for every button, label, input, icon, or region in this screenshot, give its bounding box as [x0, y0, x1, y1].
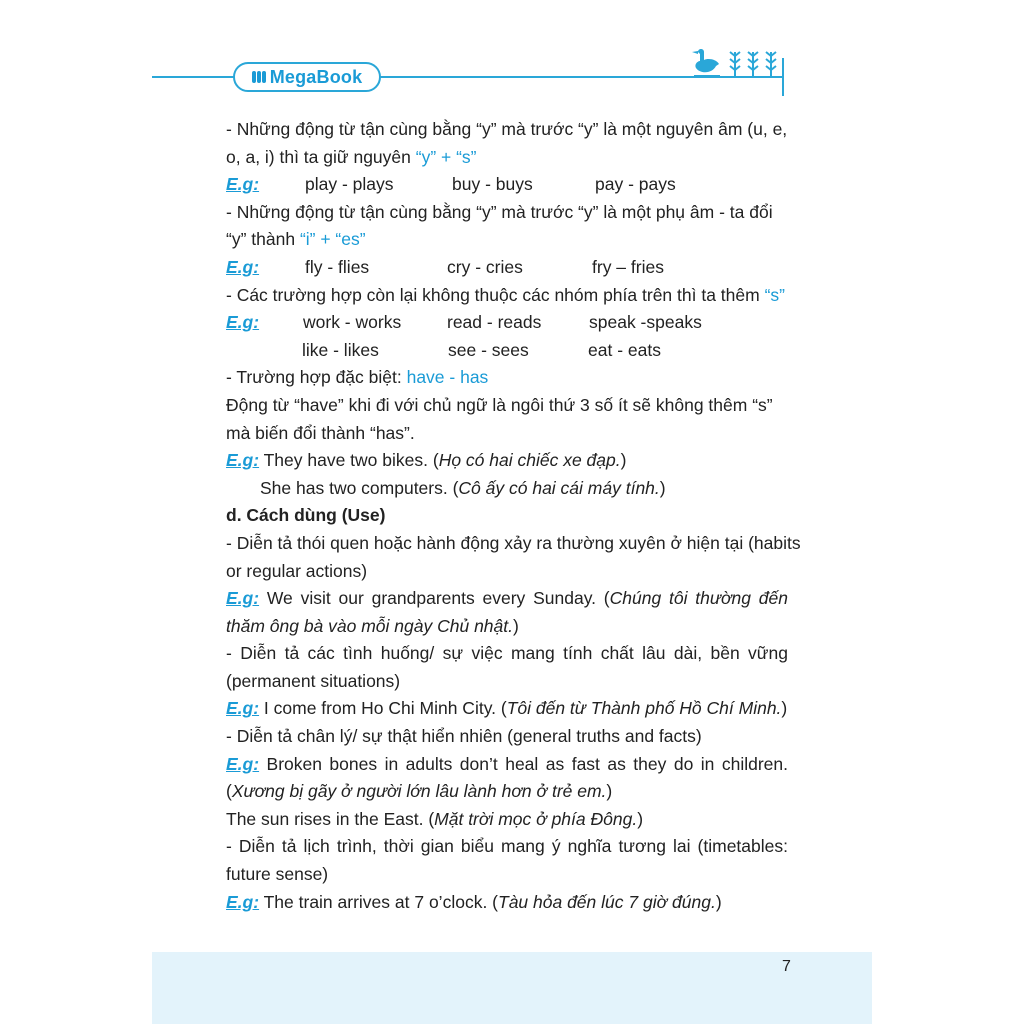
section-heading: d. Cách dùng (Use) [226, 505, 386, 526]
text-line: o, a, i) thì ta giữ nguyên “y” + “s” [226, 146, 477, 167]
example-line: (Xương bị gãy ở người lớn lâu lành hơn ở trẻ em.) [226, 781, 613, 802]
sprout-icon [748, 52, 758, 78]
page-number: 7 [782, 958, 791, 975]
text-line: - Diễn tả các tình huống/ sự việc mang tính chất lâu dài, bền vững [226, 643, 788, 664]
text-line: future sense) [226, 864, 329, 885]
text-line: - Những động từ tận cùng bằng “y” mà trước “y” là một phụ âm - ta đổi [226, 201, 773, 222]
example-item: read - reads [447, 312, 542, 333]
example-line: E.g: We visit our grandparents every Sunday. (Chúng tôi thường đến [226, 588, 788, 609]
sprout-icon [766, 52, 776, 78]
example-row [226, 337, 788, 365]
text-line: - Trường hợp đặc biệt: have - has [226, 367, 489, 388]
eg-label: E.g: [226, 753, 260, 774]
text-line: - Những động từ tận cùng bằng “y” mà trước “y” là một nguyên âm (u, e, [226, 119, 788, 139]
example-item: buy - buys [452, 174, 533, 195]
page-content [226, 116, 801, 916]
eg-label: E.g: [226, 588, 260, 609]
example-line: E.g: They have two bikes. (Họ có hai chiếc xe đạp.) [226, 450, 627, 471]
example-line: E.g: The train arrives at 7 o’clock. (Tàu hỏa đến lúc 7 giờ đúng.) [226, 891, 722, 912]
footer-band [152, 952, 872, 1024]
header-decoration [692, 46, 784, 80]
example-line: She has two computers. (Cô ấy có hai cái máy tính.) [260, 477, 666, 498]
sprout-icon [730, 52, 740, 78]
example-line: thăm ông bà vào mỗi ngày Chủ nhật.) [226, 615, 519, 636]
example-item: cry - cries [447, 256, 523, 277]
eg-label: E.g: [226, 174, 260, 195]
example-item: eat - eats [588, 339, 661, 360]
text-line: - Các trường hợp còn lại không thuộc các nhóm phía trên thì ta thêm “s” [226, 284, 785, 305]
example-item: work - works [303, 312, 402, 333]
text-line: or regular actions) [226, 560, 368, 581]
example-item: fly - flies [305, 256, 370, 277]
logo-text: MegaBook [269, 66, 363, 87]
highlight-rule: “y” + “s” [415, 146, 477, 167]
text-line: - Diễn tả lịch trình, thời gian biểu mang ý nghĩa tương lai (timetables: [226, 836, 788, 857]
example-line: The sun rises in the East. (Mặt trời mọc ở phía Đông.) [226, 808, 644, 829]
eg-label: E.g: [226, 312, 260, 333]
example-row [226, 254, 788, 282]
example-item: play - plays [305, 174, 394, 195]
example-item: like - likes [302, 339, 379, 360]
logo-mark-icon [252, 71, 266, 83]
text-line: - Diễn tả chân lý/ sự thật hiển nhiên (general truths and facts) [226, 726, 702, 747]
highlight-rule: have - has [406, 367, 489, 388]
example-item: see - sees [448, 339, 529, 360]
example-row [226, 309, 788, 337]
example-line: E.g: I come from Ho Chi Minh City. (Tôi đến từ Thành phố Hồ Chí Minh.) [226, 698, 788, 719]
example-row [226, 171, 788, 199]
text-line: “y” thành “i” + “es” [226, 229, 366, 250]
eg-label: E.g: [226, 450, 260, 471]
eg-label: E.g: [226, 891, 260, 912]
text-line: Động từ “have” khi đi với chủ ngữ là ngôi thứ 3 số ít sẽ không thêm “s” [226, 394, 773, 415]
example-item: fry – fries [592, 256, 664, 277]
megabook-logo [233, 62, 381, 92]
highlight-rule: “s” [764, 284, 785, 305]
example-line: E.g: Broken bones in adults don’t heal as fast as they do in children. [226, 753, 788, 774]
highlight-rule: “i” + “es” [299, 229, 366, 250]
duck-icon [692, 49, 720, 77]
eg-label: E.g: [226, 256, 260, 277]
text-line: (permanent situations) [226, 670, 401, 691]
text-line: - Diễn tả thói quen hoặc hành động xảy ra thường xuyên ở hiện tại (habits [226, 532, 801, 553]
text-line: mà biến đổi thành “has”. [226, 422, 415, 443]
example-item: speak -speaks [589, 312, 702, 333]
example-item: pay - pays [595, 174, 676, 195]
eg-label: E.g: [226, 698, 260, 719]
